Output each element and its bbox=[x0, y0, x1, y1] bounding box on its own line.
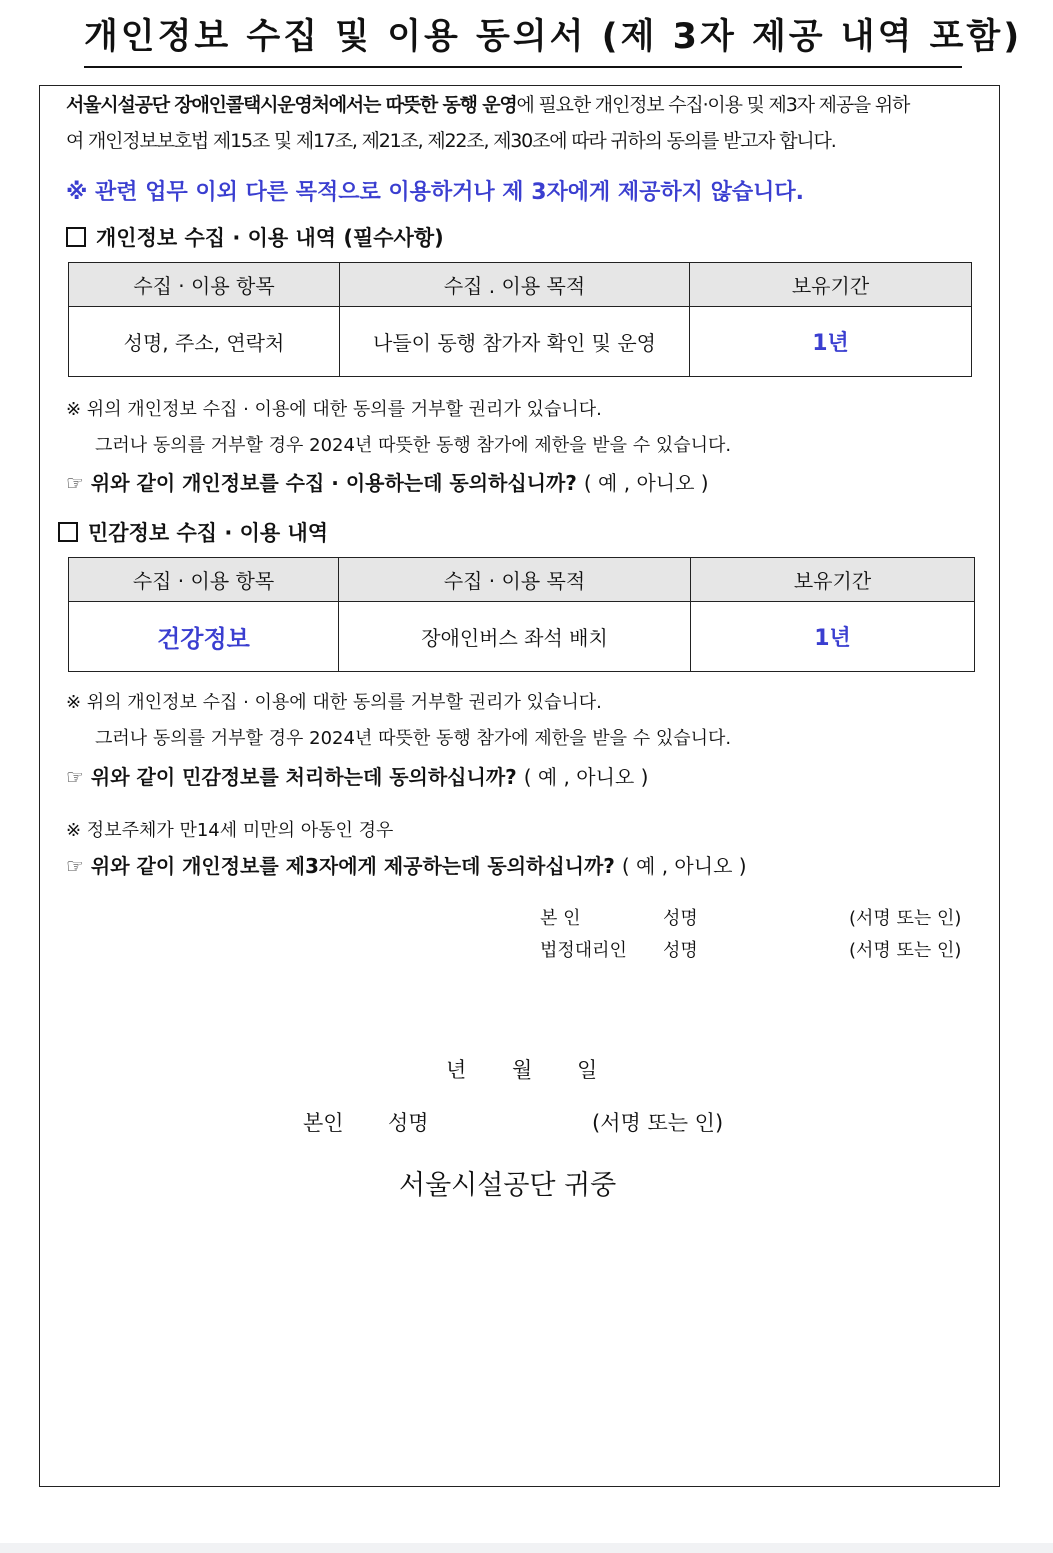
guardian-name-label: 성명 bbox=[663, 940, 698, 961]
intro-line1-rest: 에 필요한 개인정보 수집·이용 및 제3자 제공을 위하 bbox=[516, 94, 910, 116]
section1-note-2: 그러나 동의를 거부할 경우 2024년 따뜻한 동행 참가에 제한을 받을 수 있습니다. bbox=[95, 435, 732, 456]
document-title: 개인정보 수집 및 이용 동의서 (제 3자 제공 내역 포함) bbox=[84, 17, 1023, 57]
page-bottom-band bbox=[0, 1543, 1053, 1553]
table-header: 수집 · 이용 항목 bbox=[69, 263, 340, 307]
notice-text: ※ 관련 업무 이외 다른 목적으로 이용하거나 제 3자에게 제공하지 않습니다. bbox=[66, 180, 804, 205]
section3-question-text: ☞ 위와 같이 개인정보를 제3자에게 제공하는데 동의하십니까? bbox=[66, 854, 615, 878]
title-underline bbox=[84, 66, 962, 68]
section2-consent-options[interactable]: ( 예 , 아니오 ) bbox=[523, 765, 649, 789]
sensitive-item: 건강정보 bbox=[69, 602, 339, 672]
date-day[interactable]: 일 bbox=[577, 1058, 598, 1082]
section2-note-1: ※ 위의 개인정보 수집 · 이용에 대한 동의를 거부할 권리가 있습니다. bbox=[66, 692, 602, 713]
section3-note: ※ 정보주체가 만14세 미만의 아동인 경우 bbox=[66, 820, 394, 841]
section1-note-1: ※ 위의 개인정보 수집 · 이용에 대한 동의를 거부할 권리가 있습니다. bbox=[66, 399, 602, 420]
self-name-label: 성명 bbox=[663, 908, 698, 929]
checkbox-icon bbox=[58, 522, 78, 542]
bottom-name-label: 성명 bbox=[388, 1111, 429, 1135]
checkbox-icon bbox=[66, 227, 86, 247]
section1-heading bbox=[66, 222, 444, 252]
guardian-label: 법정대리인 bbox=[540, 940, 627, 961]
table-header: 수집 . 이용 목적 bbox=[340, 263, 690, 307]
section2-heading-text: 민감정보 수집 · 이용 내역 bbox=[88, 521, 329, 545]
section2-table bbox=[68, 557, 975, 672]
table-header: 수집 · 이용 항목 bbox=[69, 558, 339, 602]
retention-period: 1년 bbox=[691, 602, 975, 672]
table-cell: 나들이 동행 참가자 확인 및 운영 bbox=[340, 307, 690, 377]
section2-heading bbox=[58, 517, 328, 547]
guardian-sign-field[interactable]: (서명 또는 인) bbox=[849, 940, 962, 961]
intro-line-1 bbox=[66, 90, 909, 117]
table-header: 보유기간 bbox=[690, 263, 972, 307]
section2-question-text: ☞ 위와 같이 민감정보를 처리하는데 동의하십니까? bbox=[66, 765, 517, 789]
bottom-sign-field[interactable]: (서명 또는 인) bbox=[592, 1111, 724, 1135]
section3-question bbox=[66, 850, 747, 879]
section3-consent-options[interactable]: ( 예 , 아니오 ) bbox=[621, 854, 747, 878]
table-header: 보유기간 bbox=[691, 558, 975, 602]
self-label: 본 인 bbox=[540, 908, 581, 929]
table-cell: 장애인버스 좌석 배치 bbox=[339, 602, 691, 672]
section1-question-text: ☞ 위와 같이 개인정보를 수집 · 이용하는데 동의하십니까? bbox=[66, 471, 577, 495]
addressee: 서울시설공단 귀중 bbox=[399, 1170, 617, 1201]
table-header: 수집 · 이용 목적 bbox=[339, 558, 691, 602]
section2-question bbox=[66, 761, 648, 790]
date-year[interactable]: 년 bbox=[446, 1058, 467, 1082]
section1-heading-text: 개인정보 수집 · 이용 내역 (필수사항) bbox=[96, 226, 444, 250]
intro-bold: 서울시설공단 장애인콜택시운영처에서는 따뜻한 동행 운영 bbox=[66, 94, 517, 116]
section1-consent-options[interactable]: ( 예 , 아니오 ) bbox=[583, 471, 709, 495]
section2-note-2: 그러나 동의를 거부할 경우 2024년 따뜻한 동행 참가에 제한을 받을 수 있습니다. bbox=[95, 728, 732, 749]
intro-line-2: 여 개인정보보호법 제15조 및 제17조, 제21조, 제22조, 제30조에 따라 귀하의 동의를 받고자 합니다. bbox=[66, 130, 836, 152]
section1-table bbox=[68, 262, 972, 377]
bottom-self-label: 본인 bbox=[303, 1111, 344, 1135]
self-sign-field[interactable]: (서명 또는 인) bbox=[849, 908, 962, 929]
section1-question bbox=[66, 467, 709, 496]
retention-period: 1년 bbox=[690, 307, 972, 377]
date-month[interactable]: 월 bbox=[512, 1058, 533, 1082]
table-cell: 성명, 주소, 연락처 bbox=[69, 307, 340, 377]
